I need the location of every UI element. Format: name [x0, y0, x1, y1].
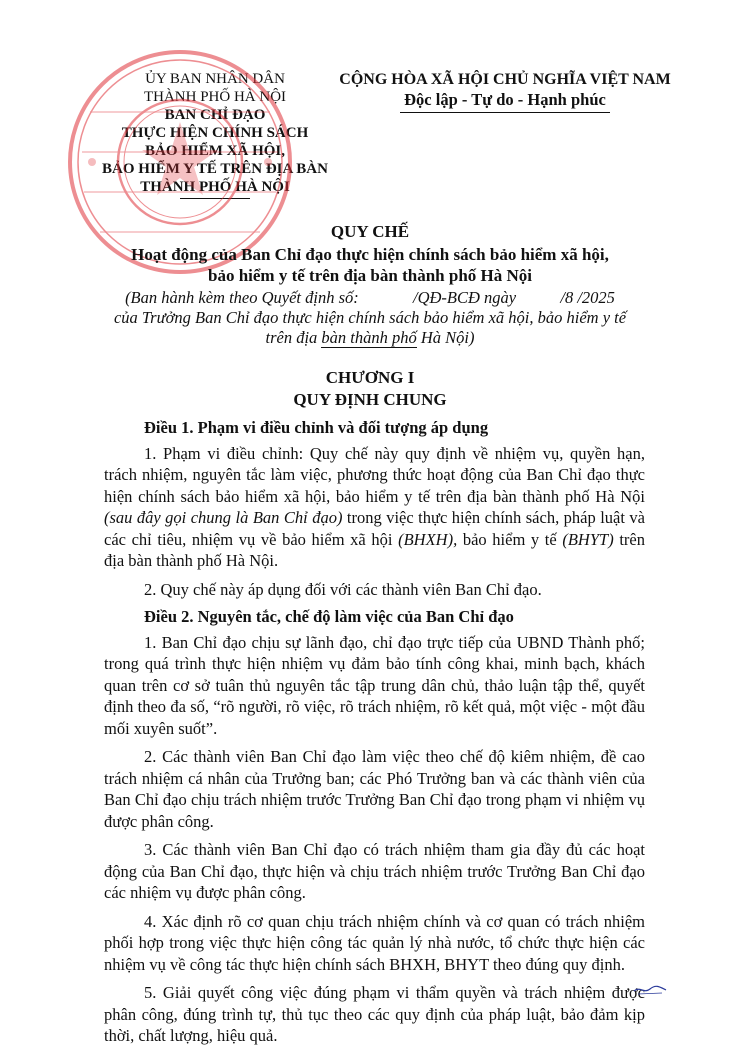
issuance-line-2: của Trưởng Ban Chỉ đạo thực hiện chính sách bảo hiểm xã hội, bảo hiểm y tế	[113, 308, 627, 327]
agency-line-7: THÀNH PHỐ HÀ NỘI	[140, 179, 290, 195]
agency-line-3: BAN CHỈ ĐẠO	[164, 107, 266, 123]
issuance-text-a: (Ban hành kèm theo Quyết định số:	[125, 288, 359, 307]
article-1-heading: Điều 1. Phạm vi điều chỉnh và đối tượng áp dụng	[144, 418, 489, 437]
agency-line-1: ỦY BAN NHÂN DÂN	[145, 71, 285, 87]
issuance-line-3b: bàn thành phố	[321, 328, 417, 347]
issuance-line-3a: trên địa	[265, 328, 322, 347]
article-2-clause-1: 1. Ban Chỉ đạo chịu sự lãnh đạo, chỉ đạo trực tiếp của UBND Thành phố; trong quá trình thực hiện nhiệm vụ đảm bảo tính công khai, minh bạch, khách quan trên cơ sở tuân thủ nguyên tắc tập trung dân chủ, thảo luận tập thể, quyết định theo đa số, “rõ người, rõ việc, rõ trách nhiệm, rõ kết quả, một việc - một đầu mối xuyên suốt”.	[104, 632, 645, 738]
issuance-note	[90, 288, 650, 348]
motto: Độc lập - Tự do - Hạnh phúc	[404, 90, 606, 109]
agency-line-5: BẢO HIỂM XÃ HỘI,	[144, 143, 285, 159]
issuing-agency	[95, 70, 335, 199]
chapter-name: QUY ĐỊNH CHUNG	[293, 390, 447, 409]
issuance-text-b: /QĐ-BCĐ ngày	[413, 288, 517, 307]
chapter-number: CHƯƠNG I	[325, 368, 415, 387]
agency-line-2: THÀNH PHỐ HÀ NỘI	[143, 89, 287, 105]
article-2-clause-3: 3. Các thành viên Ban Chỉ đạo có trách nhiệm tham gia đầy đủ các hoạt động của Ban Chỉ đạo, thực hiện và chịu trách nhiệm trước Trưởng Ban Chỉ đạo các nhiệm vụ được phân công.	[104, 840, 645, 902]
article-2-heading: Điều 2. Nguyên tắc, chế độ làm việc của Ban Chỉ đạo	[144, 607, 514, 626]
motto-underline	[400, 112, 610, 113]
country-name: CỘNG HÒA XÃ HỘI CHỦ NGHĨA VIỆT NAM	[339, 71, 671, 88]
agency-line-6: BẢO HIỂM Y TẾ TRÊN ĐỊA BÀN	[102, 161, 328, 177]
agency-line-4: THỰC HIỆN CHÍNH SÁCH	[121, 125, 309, 141]
document-subtitle	[90, 244, 650, 286]
article-1-clause-2: 2. Quy chế này áp dụng đối với các thành viên Ban Chỉ đạo.	[144, 579, 542, 599]
agency-underline	[180, 198, 250, 199]
article-2-clause-5: 5. Giải quyết công việc đúng phạm vi thẩm quyền và trách nhiệm được phân công, đúng trình tự, thủ tục theo các quy định của pháp luật, bảo đảm kịp thời, chất lượng, hiệu quả.	[104, 983, 645, 1045]
article-2-clause-4: 4. Xác định rõ cơ quan chịu trách nhiệm chính và cơ quan có trách nhiệm phối hợp trong việc thực hiện công tác quản lý nhà nước, tổ chức thực hiện các nhiệm vụ về công tác thực hiện chính sách BHXH, BHYT theo đúng quy định.	[104, 911, 645, 974]
national-motto	[330, 70, 680, 113]
issuance-text-c: /8 /2025	[560, 288, 615, 307]
initials-signature-icon	[632, 982, 668, 996]
subtitle-line-2: bảo hiểm y tế trên địa bàn thành phố Hà Nội	[208, 266, 532, 285]
document-title: QUY CHẾ	[330, 222, 410, 241]
article-2-clause-2: 2. Các thành viên Ban Chỉ đạo làm việc theo chế độ kiêm nhiệm, đề cao trách nhiệm cá nhân của Trưởng ban; các Phó Trưởng ban và các thành viên của Ban Chỉ đạo chịu trách nhiệm trước Trưởng Ban Chỉ đạo trong phạm vi nhiệm vụ được phân công.	[104, 747, 645, 831]
article-1-clause-1: 1. Phạm vi điều chỉnh: Quy chế này quy định về nhiệm vụ, quyền hạn, trách nhiệm, nguyên tắc làm việc, phương thức hoạt động của Ban Chỉ đạo thực hiện chính sách bảo hiểm xã hội, bảo hiểm y tế trên địa bàn thành phố Hà Nội (sau đây gọi chung là Ban Chỉ đạo) trong việc thực hiện chính sách, pháp luật và các chỉ tiêu, nhiệm vụ về bảo hiểm xã hội (BHXH), bảo hiểm y tế (BHYT) trên địa bàn thành phố Hà Nội.	[104, 443, 645, 570]
issuance-line-3c: Hà Nội)	[416, 328, 475, 347]
document-body	[104, 417, 645, 1054]
subtitle-line-1: Hoạt động của Ban Chỉ đạo thực hiện chính sách bảo hiểm xã hội,	[131, 245, 609, 264]
